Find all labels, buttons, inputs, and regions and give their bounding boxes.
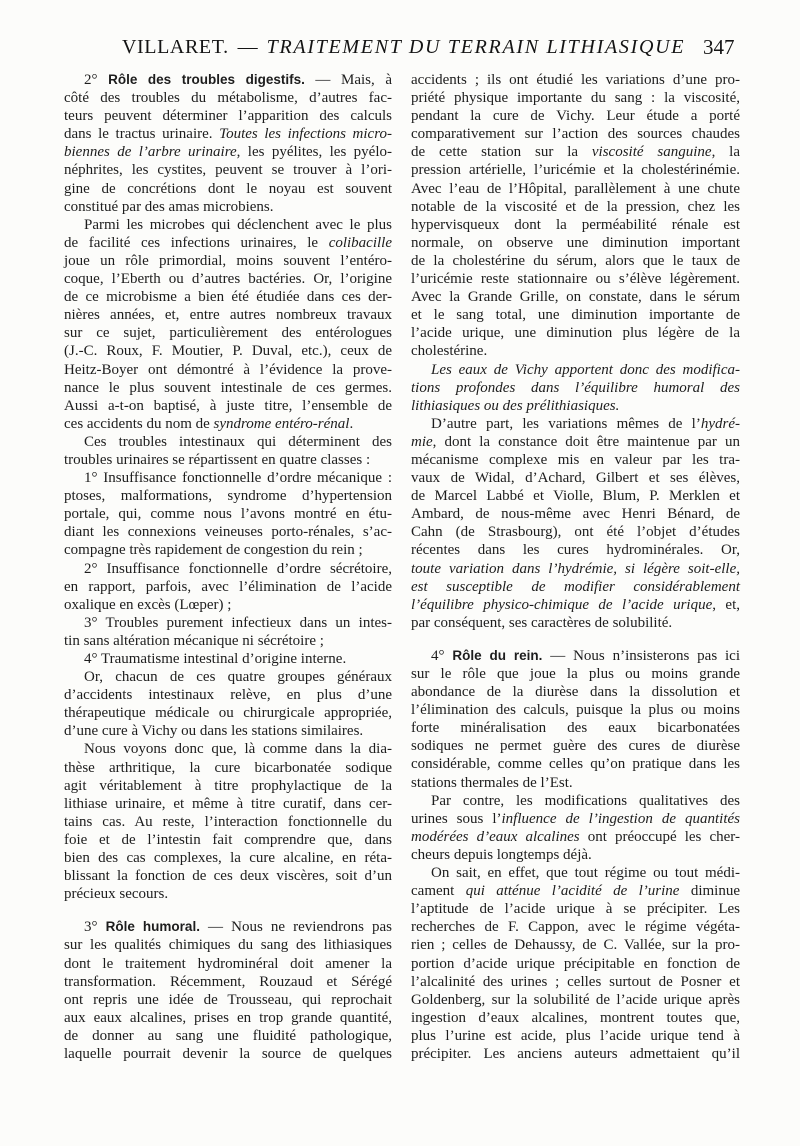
- text-line: [84, 918, 392, 936]
- text-span: transformation. Récemment, Rouzaud et Sérégé: [64, 973, 392, 990]
- text-line: [64, 955, 392, 973]
- text-span: d’accidents intestinaux relève, en plus d’une: [64, 687, 392, 704]
- italic-text: colibacille: [328, 234, 392, 251]
- section-paragraph: [64, 71, 392, 216]
- text-line: [411, 270, 740, 288]
- text-span: Avec l’eau de l’Hôpital, parallèlement à une chute: [411, 180, 740, 197]
- text-line: [411, 161, 740, 179]
- text-span: thérapeutique médicale ou chirurgicale appropriée,: [64, 705, 392, 722]
- text-line: [431, 792, 740, 810]
- text-line: [411, 614, 740, 632]
- text-line: [84, 469, 392, 487]
- text-line: [64, 795, 392, 813]
- text-span: précieux secours.: [64, 886, 169, 903]
- text-line: [64, 777, 392, 795]
- text-span: mécanisme complexe mis en valeur par les tra-: [411, 451, 740, 468]
- text-span: dans le tractus urinaire.: [64, 126, 220, 143]
- text-span: accidents ; ils ont étudié les variations d’une pro-: [411, 72, 740, 88]
- text-span: diant les connexions veineuses porto-rénales, s’ac-: [64, 524, 392, 541]
- text-span: foie et de l’intestin fait comprendre que, dans: [64, 831, 392, 848]
- italic-text: l’équilibre physico-chimique de l’acide urique: [411, 596, 713, 613]
- text-span: pendant la cure de Vichy. Leur étude a porté: [411, 108, 740, 125]
- text-line: [411, 288, 740, 306]
- italic-text: lithiasiques ou des prélithiasiques.: [411, 397, 620, 414]
- text-span: de donner au sang une fluidité pathologique,: [64, 1027, 392, 1044]
- text-span: 2° Insuffisance fonctionnelle d’ordre sécrétoire,: [84, 560, 392, 577]
- text-line: [411, 828, 740, 846]
- text-span: agit véritablement à titre prophylactique de la: [64, 777, 392, 794]
- text-line: [64, 831, 392, 849]
- text-span: Heitz-Boyer ont démontré à l’évidence la prove-: [64, 361, 392, 378]
- text-span: plus l’urine est acide, plus l’acide urique tend à: [411, 1027, 740, 1044]
- italic-text: qui atténue l’acidité de l’urine: [465, 883, 680, 900]
- text-line: [64, 578, 392, 596]
- text-line: [411, 306, 740, 324]
- text-span: 1° Insuffisance fonctionnelle d’ordre mécanique :: [84, 470, 392, 487]
- text-span: (J.-C. Roux, F. Moutier, P. Duval, etc.), ceux de: [64, 343, 392, 360]
- text-line: [411, 342, 740, 360]
- running-head: [122, 34, 685, 60]
- text-line: [411, 560, 740, 578]
- text-span: rien ; celles de Dehaussy, de C. Vallée, sur la pro-: [411, 937, 740, 954]
- text-span: coque, l’Eberth ou d’autres bactéries. Or, l’origine: [64, 271, 392, 288]
- text-span: Ambard, de nous-même avec Henri Bénard, de: [411, 506, 740, 523]
- text-line: [411, 143, 740, 161]
- running-head-separator: —: [237, 36, 258, 58]
- text-line: [64, 991, 392, 1009]
- text-line: [411, 216, 740, 234]
- paragraph: [64, 740, 392, 903]
- italic-text: hydré-: [700, 415, 740, 432]
- text-span: oxalique en excès (Lœper) ;: [64, 596, 232, 613]
- text-line: [84, 71, 392, 89]
- left-column: [64, 71, 392, 1063]
- text-span: Avec la Grande Grille, on constate, dans le sérum: [411, 289, 740, 306]
- text-line: [411, 89, 740, 107]
- text-line: [411, 701, 740, 719]
- section-title: Rôle du rein.: [452, 647, 543, 663]
- text-line: [411, 973, 740, 991]
- text-line: [64, 849, 392, 867]
- text-span: urines sous l’: [411, 810, 502, 827]
- text-line: [411, 234, 740, 252]
- text-line: [84, 560, 392, 578]
- text-line: [411, 451, 740, 469]
- text-span: de Marcel Labbé et Violle, Blum, P. Merklen et: [411, 488, 740, 505]
- text-span: cholestérine.: [411, 343, 488, 360]
- text-line: [84, 216, 392, 234]
- text-line: [84, 740, 392, 758]
- text-span: portion d’acide urique précipitable en fonction de: [411, 955, 740, 972]
- text-line: [64, 198, 392, 216]
- text-line: [411, 755, 740, 773]
- text-line: [64, 234, 392, 252]
- text-span: l’uricémie reste stationnaire ou s’élève légèrement.: [411, 271, 740, 288]
- text-line: [64, 288, 392, 306]
- text-line: [411, 900, 740, 918]
- text-line: [411, 523, 740, 541]
- paragraph: [411, 361, 740, 415]
- text-line: [411, 882, 740, 900]
- text-span: .: [349, 415, 354, 432]
- text-line: [64, 686, 392, 704]
- text-line: [431, 647, 740, 665]
- text-span: diminue: [679, 883, 741, 900]
- text-span: Cahn (de Strasbourg), ont été l’objet d’études: [411, 524, 740, 541]
- running-head-author: VILLARET.: [122, 36, 229, 58]
- text-span: D’autre part, les variations mêmes de l’: [431, 415, 701, 432]
- text-line: [64, 1027, 392, 1045]
- text-line: [411, 469, 740, 487]
- italic-text: tions profondes dans l’équilibre humoral des: [411, 379, 740, 396]
- text-span: notable de la viscosité et de la pression, chez les: [411, 198, 740, 215]
- italic-text: mie: [411, 433, 433, 450]
- text-line: [64, 596, 392, 614]
- italic-text: viscosité sanguine: [591, 144, 712, 161]
- text-span: tains cas. Au reste, l’interaction fonctionnelle du: [64, 813, 392, 830]
- text-line: [64, 973, 392, 991]
- text-span: de ce microbisme a bien été étudiée dans ces der-: [64, 289, 392, 306]
- text-span: ont repris une idée de Trousseau, qui reprochait: [64, 991, 392, 1008]
- running-head-title: TRAITEMENT DU TERRAIN LITHIASIQUE: [266, 36, 686, 58]
- text-line: [411, 719, 740, 737]
- text-line: [411, 379, 740, 397]
- text-span: sodiques ne permet guère des cures de diurèse: [411, 738, 740, 755]
- text-line: [64, 885, 392, 903]
- text-span: ont préoccupé les cher-: [579, 828, 740, 845]
- text-span: Aussi a-t-on baptisé, à juste titre, l’ensemble de: [64, 397, 392, 414]
- text-line: [411, 180, 740, 198]
- text-span: joue un rôle primordial, moins souvent l’entéro-: [64, 252, 392, 269]
- text-span: bien des cas complexes, la cure alcaline, en réta-: [64, 850, 392, 867]
- text-span: 3° Troubles purement infectieux dans un intes-: [84, 614, 392, 631]
- text-span: teurs peuvent déterminer l’apparition des calculs: [64, 108, 392, 125]
- text-span: sur le rôle que joue la plus ou moins grande: [411, 666, 740, 682]
- text-line: [431, 415, 740, 433]
- text-line: [64, 89, 392, 107]
- paragraph: [64, 216, 392, 433]
- paragraph: [411, 864, 740, 1063]
- text-line: [431, 361, 740, 379]
- text-span: stations thermales de l’Est.: [411, 774, 573, 791]
- text-line: [64, 704, 392, 722]
- text-line: [411, 505, 740, 523]
- text-span: Par contre, les modifications qualitatives des: [431, 792, 740, 809]
- text-span: portale, qui, comme nous l’avons montré en étu-: [64, 506, 392, 523]
- paragraph: [64, 560, 392, 614]
- italic-text: syndrome entéro-rénal: [213, 415, 350, 432]
- text-span: hypervisqueux dont la perméabilité rénale est: [411, 216, 740, 233]
- section-paragraph: [64, 918, 392, 1063]
- text-span: 3°: [84, 919, 106, 936]
- text-line: [411, 397, 740, 415]
- text-span: vaux de Widal, d’Achard, Gilbert et ses élèves,: [411, 470, 740, 487]
- section-title: Rôle humoral.: [105, 919, 200, 935]
- text-span: On sait, en effet, que tout régime ou tout médi-: [431, 865, 740, 882]
- text-span: troubles urinaires se répartissent en quatre classes :: [64, 451, 371, 468]
- text-span: thèse arthritique, la cure bicarbonatée sodique: [64, 759, 392, 776]
- text-span: ces accidents du nom de: [64, 415, 214, 432]
- text-line: [411, 487, 740, 505]
- paragraph: [411, 792, 740, 864]
- text-span: — Nous ne reviendrons pas: [199, 919, 393, 936]
- text-line: [64, 415, 392, 433]
- text-line: [64, 379, 392, 397]
- text-line: [64, 324, 392, 342]
- text-line: [64, 632, 392, 650]
- text-line: [64, 342, 392, 360]
- text-span: comparativement sur l’action des sources chaudes: [411, 126, 740, 143]
- text-span: , la: [711, 144, 740, 161]
- text-span: néphrites, les cystites, peuvent se trouver à l’ori-: [64, 162, 392, 179]
- text-span: — Nous n’insisterons pas ici: [542, 647, 741, 664]
- text-span: 4°: [431, 647, 453, 664]
- italic-text: influence de l’ingestion de quantités: [501, 810, 740, 827]
- text-span: forte minéralisation des eaux bicarbonatées: [411, 720, 740, 737]
- text-span: pression artérielle, l’uricémie et la cholestérinémie.: [411, 162, 740, 179]
- page-number: 347: [703, 35, 735, 59]
- italic-text: biennes de l’arbre urinaire: [64, 144, 237, 161]
- text-line: [411, 774, 740, 792]
- text-span: , les pyélites, les pyélo-: [236, 144, 392, 161]
- text-span: , dont la constance doit être maintenue par un: [432, 433, 740, 450]
- text-line: [64, 361, 392, 379]
- text-line: [411, 955, 740, 973]
- text-line: [64, 722, 392, 740]
- text-span: priété physique importante du sang : la viscosité,: [411, 90, 740, 107]
- text-span: l’alcalinité des urines ; celles surtout de Posner et: [411, 973, 740, 990]
- text-line: [64, 306, 392, 324]
- text-span: gine de concrétions dont le noyau est souvent: [64, 180, 392, 197]
- text-span: Nous voyons donc que, là comme dans la dia-: [84, 741, 392, 758]
- text-line: [64, 107, 392, 125]
- text-line: [64, 936, 392, 954]
- text-span: et le sang total, une diminution importante de: [411, 307, 740, 324]
- text-span: ptoses, malformations, syndrome d’hypertension: [64, 488, 392, 505]
- text-span: côté des troubles du métabolisme, d’autres fac-: [64, 90, 392, 107]
- text-line: [84, 614, 392, 632]
- text-span: tin sans altération mécanique ni sécrétoire ;: [64, 632, 324, 649]
- text-span: compagne très rapidement de congestion du rein ;: [64, 542, 363, 559]
- text-span: blissant la fonction de ces deux viscères, soit d’un: [64, 868, 392, 885]
- paragraph: [64, 668, 392, 740]
- text-line: [64, 143, 392, 161]
- text-span: constitué par des amas microbiens.: [64, 198, 274, 215]
- text-span: 2°: [84, 72, 109, 88]
- paragraph: [64, 614, 392, 650]
- text-line: [411, 737, 740, 755]
- italic-text: Les eaux de Vichy apportent donc des modifica-: [431, 361, 740, 378]
- italic-text: toute variation dans l’hydrémie, si légère soit-elle,: [411, 560, 740, 577]
- text-span: cheurs depuis longtemps déjà.: [411, 846, 592, 863]
- paragraph: [64, 650, 392, 668]
- italic-text: modérées d’eaux alcalines: [411, 828, 580, 845]
- text-span: précipiter. Les anciens auteurs admettaient qu’il: [411, 1045, 740, 1062]
- text-line: [64, 451, 392, 469]
- text-line: [411, 1027, 740, 1045]
- text-line: [411, 846, 740, 864]
- text-line: [411, 252, 740, 270]
- paragraph: [411, 71, 740, 361]
- text-line: [411, 1009, 740, 1027]
- text-span: sur les qualités chimiques du sang des lithiasiques: [64, 937, 392, 954]
- text-line: [411, 433, 740, 451]
- text-line: [84, 433, 392, 451]
- text-span: Parmi les microbes qui déclenchent avec le plus: [84, 216, 392, 233]
- text-line: [64, 270, 392, 288]
- text-line: [64, 161, 392, 179]
- text-span: récentes dans les cures hydrominérales. Or,: [411, 542, 740, 559]
- text-span: laquelle pourrait devenir la source de quelques: [64, 1045, 392, 1062]
- paragraph: [411, 415, 740, 632]
- text-span: l’élimination des calculs, puisque la plus ou moins: [411, 702, 740, 719]
- text-line: [411, 107, 740, 125]
- text-span: lithiase urinaire, et même à titre curatif, dans cer-: [64, 795, 392, 812]
- text-span: 4° Traumatisme intestinal d’origine interne.: [84, 651, 347, 667]
- text-line: [431, 864, 740, 882]
- text-line: [411, 810, 740, 828]
- text-span: dont le traitement hydrominéral doit amener la: [64, 955, 392, 972]
- text-line: [411, 198, 740, 216]
- text-span: Ces troubles intestinaux qui déterminent des: [84, 433, 392, 450]
- italic-text: est susceptible de modifier considérablement: [411, 578, 740, 595]
- text-line: [411, 936, 740, 954]
- text-line: [411, 596, 740, 614]
- text-line: [411, 71, 740, 89]
- text-line: [64, 523, 392, 541]
- section-title: Rôle des troubles digestifs.: [108, 72, 305, 87]
- text-span: — Mais, à: [304, 72, 392, 88]
- text-span: nières années, et, entre autres nombreux travaux: [64, 307, 392, 324]
- paragraph: [64, 433, 392, 469]
- text-line: [64, 125, 392, 143]
- text-span: d’une cure à Vichy ou dans les stations similaires.: [64, 723, 364, 740]
- text-line: [64, 487, 392, 505]
- text-line: [84, 650, 392, 668]
- text-span: Goldenberg, sur la solubilité de l’acide urique après: [411, 991, 740, 1008]
- text-line: [411, 665, 740, 683]
- text-span: en rapport, parfois, avec l’élimination de l’acide: [64, 578, 392, 595]
- text-line: [64, 505, 392, 523]
- text-span: abondance de la diurèse dans la dissolution et: [411, 684, 740, 701]
- text-span: , et,: [712, 596, 741, 613]
- text-line: [411, 578, 740, 596]
- text-line: [64, 759, 392, 777]
- text-line: [411, 918, 740, 936]
- text-span: sur ce sujet, particulièrement des entérologues: [64, 325, 392, 342]
- text-line: [64, 541, 392, 559]
- text-line: [84, 668, 392, 686]
- text-span: nance le plus souvent intestinale de ces germes.: [64, 379, 392, 396]
- text-line: [411, 991, 740, 1009]
- text-line: [64, 867, 392, 885]
- text-line: [411, 683, 740, 701]
- text-span: de facilité ces infections urinaires, le: [64, 234, 329, 251]
- text-span: aux eaux alcalines, prises en trop grande quantité,: [64, 1009, 392, 1026]
- text-span: l’acide urique, une diminution plus légère de la: [411, 325, 740, 342]
- text-span: Or, chacun de ces quatre groupes généraux: [84, 669, 392, 686]
- text-line: [64, 180, 392, 198]
- text-span: l’aptitude de l’acide urique à se précipiter. Les: [411, 901, 740, 918]
- text-line: [64, 252, 392, 270]
- text-span: ingestion d’eaux alcalines, montrent toutes que,: [411, 1009, 740, 1026]
- text-span: normale, on observe une diminution important: [411, 234, 740, 251]
- text-line: [64, 397, 392, 415]
- text-span: par conséquent, ses caractères de solubilité.: [411, 614, 673, 631]
- section-paragraph: [411, 647, 740, 792]
- text-span: de cette station sur la: [411, 144, 592, 161]
- right-column: [411, 71, 740, 1063]
- italic-text: Toutes les infections micro-: [219, 126, 392, 143]
- text-line: [411, 1045, 740, 1063]
- text-line: [411, 541, 740, 559]
- text-line: [411, 324, 740, 342]
- text-span: cament: [411, 883, 466, 900]
- text-line: [64, 1009, 392, 1027]
- text-span: de la cholestérine du sérum, alors que le taux de: [411, 252, 740, 269]
- text-span: recherches de F. Cappon, avec le régime végéta-: [411, 919, 740, 936]
- text-line: [64, 813, 392, 831]
- text-line: [64, 1045, 392, 1063]
- text-line: [411, 125, 740, 143]
- text-span: considérable, comme celles qu’on pratique dans les: [411, 756, 740, 773]
- paragraph: [64, 469, 392, 559]
